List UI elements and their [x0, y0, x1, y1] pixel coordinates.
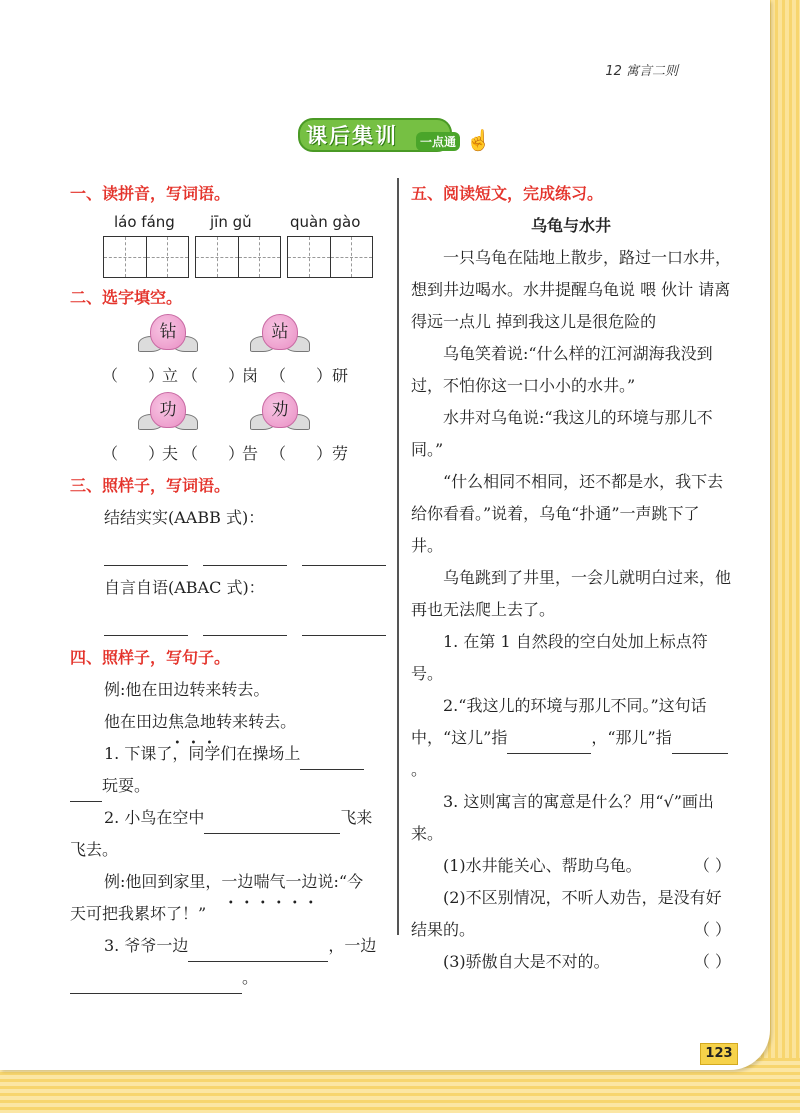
answer-blank[interactable] — [204, 813, 340, 834]
option-2: (2)不区别情况，不听人劝告，是没有好结果的。 （ ） — [411, 882, 731, 946]
pinyin-3: quàn gào — [290, 213, 361, 231]
example-2: 例:他回到家里，一边喘气一边说:“今 — [104, 872, 364, 891]
answer-blank[interactable] — [70, 781, 102, 802]
answer-blank[interactable] — [507, 733, 591, 754]
answer-blank[interactable] — [300, 749, 364, 770]
question-2: 2. 小鸟在空中 飞来 — [70, 802, 392, 834]
answer-blank[interactable] — [188, 941, 328, 962]
example-1: 例:他在田边转来转去。 — [104, 680, 270, 699]
check-box[interactable]: （ ） — [693, 920, 731, 939]
answer-blank[interactable] — [70, 973, 242, 994]
pointer-hand-icon: ☝ — [466, 128, 491, 152]
writing-grid-2[interactable] — [195, 236, 281, 278]
reading-question-1: 1. 在第 1 自然段的空白处加上标点符号。 — [411, 632, 708, 683]
peach-row-1 — [70, 314, 392, 360]
banner-title: 课后集训 — [306, 124, 398, 148]
peach-row-2 — [70, 392, 392, 438]
question-2-cont: 飞去。 — [70, 840, 119, 859]
question-1: 1. 下课了，同学们在操场上 — [70, 738, 392, 770]
page-number: 123 — [700, 1043, 738, 1065]
choice-row-1: （ ） 立 （ ） 岗 （ ） 研 — [102, 366, 349, 385]
question-1-cont: 玩耍。 — [70, 770, 392, 802]
pinyin-grid-row — [70, 210, 392, 282]
check-box[interactable]: （ ） — [693, 856, 731, 875]
writing-grid-3[interactable] — [287, 236, 373, 278]
answer-blank[interactable] — [104, 615, 188, 636]
section-banner — [298, 110, 498, 158]
answer-blank[interactable] — [302, 545, 386, 566]
example-1-answer: 他在田边焦急地转来转去。 — [104, 712, 297, 731]
reading-question-2: 2.“我这儿的环境与那儿不同。”这句话中，“这儿”指 ，“那儿”指。 — [411, 690, 731, 786]
left-column — [70, 178, 392, 994]
aabb-blanks — [70, 534, 392, 572]
peach-char-1: 钻 — [138, 314, 196, 356]
right-column — [411, 178, 731, 978]
abac-blanks — [70, 604, 392, 642]
question-3-cont: 。 — [70, 962, 392, 994]
section-3-heading: 三、照样子，写词语。 — [70, 476, 231, 495]
story-paragraph-2: 乌龟笑着说:“什么样的江河湖海我没到过，不怕你这一口小小的水井。” — [411, 344, 713, 395]
answer-blank[interactable] — [104, 545, 188, 566]
answer-blank[interactable] — [302, 615, 386, 636]
section-5-heading: 五、阅读短文，完成练习。 — [411, 184, 604, 203]
abac-label: 自言自语(ABAC 式)： — [104, 578, 265, 597]
story-title: 乌龟与水井 — [530, 216, 611, 235]
option-3: (3)骄傲自大是不对的。 （ ） — [411, 946, 731, 978]
check-box[interactable]: （ ） — [693, 952, 731, 971]
section-4-heading: 四、照样子，写句子。 — [70, 648, 231, 667]
pinyin-2: jīn gǔ — [210, 213, 252, 231]
aabb-label: 结结实实(AABB 式)： — [104, 508, 265, 527]
reading-question-3: 3. 这则寓言的寓意是什么？用“√”画出来。 — [411, 792, 714, 843]
choice-row-2: （ ） 夫 （ ） 告 （ ） 劳 — [102, 444, 349, 463]
story-paragraph-5: 乌龟跳到了井里，一会儿就明白过来，他再也无法爬上去了。 — [411, 568, 732, 619]
peach-char-2: 站 — [250, 314, 308, 356]
column-divider — [397, 178, 399, 935]
answer-blank[interactable] — [672, 733, 728, 754]
banner-subtitle: 一点通 — [416, 132, 460, 151]
story-paragraph-1: 一只乌龟在陆地上散步，路过一口水井，想到井边喝水。水井提醒乌龟说 喂 伙计 请离得远一点儿 掉到我这儿是很危险的 — [411, 248, 732, 331]
running-title: 12 寓言二则 — [605, 64, 678, 79]
answer-blank[interactable] — [203, 615, 287, 636]
example-2-cont: 天可把我累坏了！” — [70, 904, 207, 923]
question-3: 3. 爷爷一边 ，一边 — [70, 930, 392, 962]
story-paragraph-3: 水井对乌龟说:“我这儿的环境与那儿不同。” — [411, 408, 713, 459]
option-1: (1)水井能关心、帮助乌龟。 （ ） — [411, 850, 731, 882]
story-paragraph-4: “什么相同不相同，还不都是水，我下去给你看看。”说着，乌龟“扑通”一声跳下了井。 — [411, 472, 724, 555]
section-2-heading: 二、选字填空。 — [70, 288, 183, 307]
peach-char-4: 劝 — [250, 392, 308, 434]
section-1-heading: 一、读拼音，写词语。 — [70, 184, 231, 203]
peach-char-3: 功 — [138, 392, 196, 434]
pinyin-1: láo fáng — [114, 213, 175, 231]
writing-grid-1[interactable] — [103, 236, 189, 278]
answer-blank[interactable] — [203, 545, 287, 566]
